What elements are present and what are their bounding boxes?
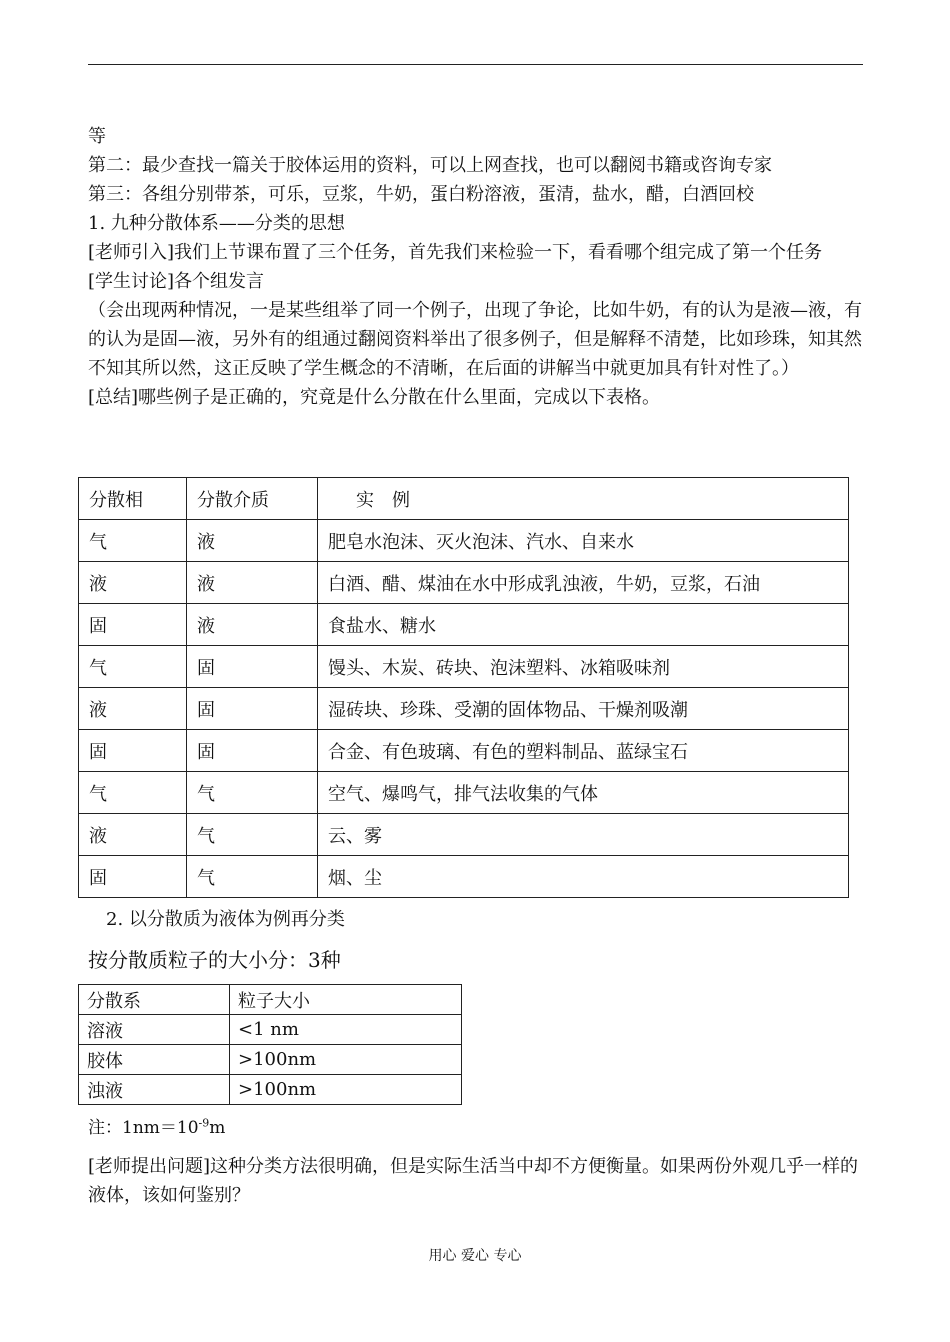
particle-size-table — [78, 984, 462, 1105]
note-suffix: m — [209, 1118, 226, 1138]
table-row — [79, 1045, 462, 1075]
cell-system: 溶液 — [79, 1015, 230, 1045]
dispersion-systems-table — [78, 477, 849, 898]
cell-medium: 气 — [187, 772, 318, 814]
cell-phase: 气 — [79, 520, 187, 562]
cell-medium: 液 — [187, 520, 318, 562]
note-prefix: 注：1nm＝10 — [88, 1118, 199, 1138]
header-particle-size: 粒子大小 — [230, 985, 462, 1015]
cell-system: 胶体 — [79, 1045, 230, 1075]
cell-phase: 液 — [79, 562, 187, 604]
cell-examples: 食盐水、糖水 — [318, 604, 849, 646]
cell-phase: 气 — [79, 646, 187, 688]
cell-examples: 云、雾 — [318, 814, 849, 856]
note-exponent: -9 — [198, 1116, 210, 1130]
header-dispersed-phase: 分散相 — [79, 478, 187, 520]
paragraph: 等 — [88, 126, 106, 147]
table-row — [79, 520, 849, 562]
cell-size: <1 nm — [230, 1015, 462, 1045]
cell-phase: 固 — [79, 730, 187, 772]
cell-size: >100nm — [230, 1075, 462, 1105]
cell-examples: 肥皂水泡沫、灭火泡沫、汽水、自来水 — [318, 520, 849, 562]
cell-medium: 液 — [187, 562, 318, 604]
unit-note — [88, 1113, 225, 1138]
cell-phase: 液 — [79, 688, 187, 730]
table-row — [79, 856, 849, 898]
header-dispersion-system: 分散系 — [79, 985, 230, 1015]
table-row — [79, 814, 849, 856]
section-heading-1: 1. 九种分散体系——分类的思想 — [88, 213, 345, 234]
cell-medium: 固 — [187, 646, 318, 688]
table-row — [79, 562, 849, 604]
cell-medium: 液 — [187, 604, 318, 646]
paragraph: [学生讨论]各个组发言 — [88, 271, 265, 292]
cell-examples: 白酒、醋、煤油在水中形成乳浊液，牛奶，豆浆，石油 — [318, 562, 849, 604]
cell-system: 浊液 — [79, 1075, 230, 1105]
header-examples: 实 例 — [318, 478, 849, 520]
body-text — [88, 122, 864, 412]
cell-examples: 空气、爆鸣气，排气法收集的气体 — [318, 772, 849, 814]
table-row — [79, 604, 849, 646]
paragraph: （会出现两种情况，一是某些组举了同一个例子，出现了争论，比如牛奶，有的认为是液—液，有的认为是固—液，另外有的组通过翻阅资料举出了很多例子，但是解释不清楚，比如珍珠，知其然不知其所以然，这正反映了学生概念的不清晰，在后面的讲解当中就更加具有针对性了。） — [88, 300, 862, 379]
cell-medium: 气 — [187, 814, 318, 856]
table1-intro: [总结]哪些例子是正确的，究竟是什么分散在什么里面，完成以下表格。 — [88, 387, 661, 408]
cell-phase: 气 — [79, 772, 187, 814]
cell-medium: 气 — [187, 856, 318, 898]
cell-examples: 合金、有色玻璃、有色的塑料制品、蓝绿宝石 — [318, 730, 849, 772]
table-header-row — [79, 478, 849, 520]
cell-phase: 固 — [79, 856, 187, 898]
cell-examples: 烟、尘 — [318, 856, 849, 898]
header-dispersion-medium: 分散介质 — [187, 478, 318, 520]
table-row — [79, 646, 849, 688]
header-rule — [88, 64, 863, 65]
cell-medium: 固 — [187, 730, 318, 772]
table-row — [79, 1015, 462, 1045]
cell-phase: 固 — [79, 604, 187, 646]
cell-medium: 固 — [187, 688, 318, 730]
paragraph: 第二：最少查找一篇关于胶体运用的资料，可以上网查找，也可以翻阅书籍或咨询专家 — [88, 155, 772, 176]
table-row — [79, 730, 849, 772]
paragraph: [老师引入]我们上节课布置了三个任务，首先我们来检验一下，看看哪个组完成了第一个任务 — [88, 242, 823, 263]
table-row — [79, 772, 849, 814]
particle-size-subtitle: 按分散质粒子的大小分：3种 — [88, 948, 341, 972]
cell-size: >100nm — [230, 1045, 462, 1075]
teacher-question-paragraph: [老师提出问题]这种分类方法很明确，但是实际生活当中却不方便衡量。如果两份外观几乎一样的液体，该如何鉴别？ — [88, 1156, 859, 1206]
table-row — [79, 1075, 462, 1105]
cell-examples: 湿砖块、珍珠、受潮的固体物品、干燥剂吸潮 — [318, 688, 849, 730]
cell-examples: 馒头、木炭、砖块、泡沫塑料、冰箱吸味剂 — [318, 646, 849, 688]
page-footer: 用心 爱心 专心 — [428, 1248, 522, 1264]
paragraph: 第三：各组分别带茶，可乐，豆浆，牛奶，蛋白粉溶液，蛋清，盐水，醋，白酒回校 — [88, 184, 754, 205]
section-heading-2: 2. 以分散质为液体为例再分类 — [106, 909, 345, 930]
table-row — [79, 688, 849, 730]
table-header-row — [79, 985, 462, 1015]
cell-phase: 液 — [79, 814, 187, 856]
